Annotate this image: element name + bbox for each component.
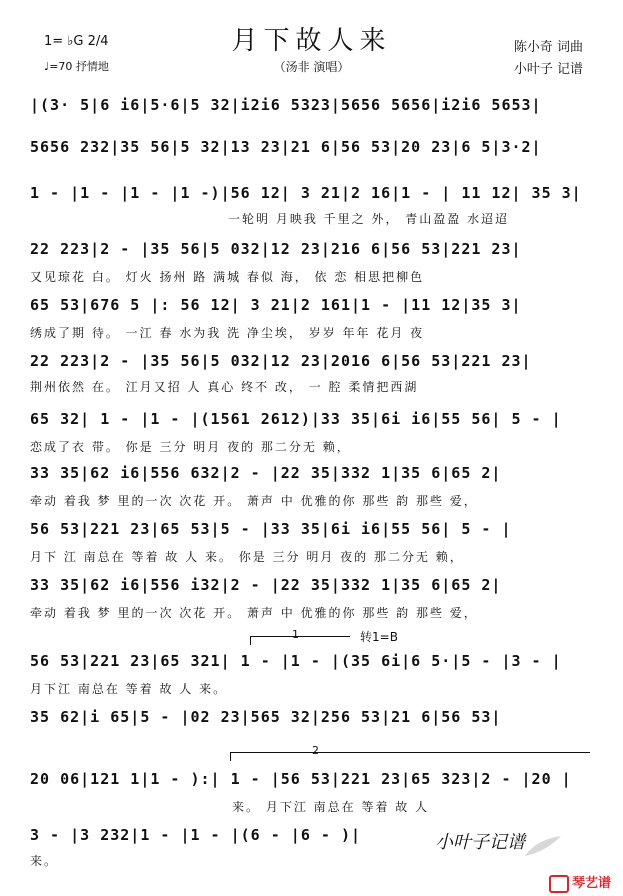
lyricist-credit: 陈小奇 词曲 [513, 40, 583, 55]
lyric-line-14: 来。 [30, 854, 59, 868]
key-change-marking: 转1=B [360, 630, 398, 644]
score-line-9: 56 53|221 23|65 53|5 - |33 35|6i i6|55 56| 5 - | [30, 520, 512, 538]
score-line-5: 65 53|676 5 |: 56 12| 3 21|2 161|1 - |11 12|35 3| [30, 296, 522, 314]
tempo-marking: ♩=70 抒情地 [44, 60, 109, 73]
lyric-line-7: 恋成了衣 带。 你是 三分 明月 夜的 那二分无 赖， [30, 440, 351, 454]
score-line-11: 56 53|221 23|65 321| 1 - |1 - |(35 6i|6 5·|5 - |3 - | [30, 652, 562, 670]
performer-subtitle: （汤非 演唱） [273, 60, 350, 74]
score-line-14: 3 - |3 232|1 - |1 - |(6 - |6 - )| [30, 826, 362, 844]
lyric-line-10: 牵动 着我 梦 里的一次 次花 开。 萧声 中 优雅的你 那些 韵 那些 爱， [30, 606, 478, 620]
lyric-line-6: 荆州依然 在。 江月又招 人 真心 终不 改， 一 腔 柔情把西湖 [30, 380, 419, 394]
volta-2-bracket [230, 752, 590, 753]
score-line-13: 20 06|121 1|1 - ):| 1 - |56 53|221 23|65 323|2 - |20 | [30, 770, 572, 788]
volta-1-label: 1 [292, 628, 299, 641]
volta-2-label: 2 [312, 744, 319, 757]
feather-icon [523, 834, 563, 858]
score-line-2: 5656 232|35 56|5 32|13 23|21 6|56 53|20 23|6 5|3·2| [30, 138, 542, 156]
score-line-10: 33 35|62 i6|556 i32|2 - |22 35|332 1|35 6|65 2| [30, 576, 502, 594]
score-line-3: 1 - |1 - |1 - |1 -)|56 12| 3 21|2 16|1 - | 11 12| 35 3| [30, 184, 582, 202]
lyric-line-4: 又见琼花 白。 灯火 扬州 路 满城 春似 海， 依 恋 相思把柳色 [30, 270, 425, 284]
site-logo [549, 872, 611, 893]
lyric-line-9: 月下 江 南总在 等着 故 人 来。 你是 三分 明月 夜的 那二分无 赖， [30, 550, 464, 564]
song-title: 月下故人来 [231, 26, 392, 56]
score-line-7: 65 32| 1 - |1 - |(1561 2612)|33 35|6i i6|55 56| 5 - | [30, 410, 562, 428]
score-line-1: |(3· 5|6 i6|5·6|5 32|i2i6 5323|5656 5656|i2i6 5653| [30, 96, 542, 114]
lyric-line-13: 来。 月下江 南总在 等着 故 人 [232, 800, 430, 814]
score-line-8: 33 35|62 i6|556 632|2 - |22 35|332 1|35 6|65 2| [30, 464, 502, 482]
score-line-4: 22 223|2 - |35 56|5 032|12 23|216 6|56 53|221 23| [30, 240, 522, 258]
logo-mark-icon [549, 875, 569, 893]
score-line-6: 22 223|2 - |35 56|5 032|12 23|2016 6|56 53|221 23| [30, 352, 532, 370]
score-line-12: 35 62|i 65|5 - |02 23|565 32|256 53|21 6|56 53| [30, 708, 502, 726]
lyric-line-8: 牵动 着我 梦 里的一次 次花 开。 萧声 中 优雅的你 那些 韵 那些 爱， [30, 494, 478, 508]
lyric-line-5: 绣成了期 待。 一江 春 水为我 洗 净尘埃， 岁岁 年年 花月 夜 [30, 326, 425, 340]
key-signature: 1= ♭G 2/4 [44, 34, 109, 49]
logo-text: 琴艺谱 [571, 876, 611, 891]
handwritten-signature: 小叶子记谱 [435, 832, 525, 853]
transcriber-credit: 小叶子 记谱 [513, 62, 583, 77]
volta-1-bracket [250, 636, 350, 637]
lyric-line-11: 月下江 南总在 等着 故 人 来。 [30, 682, 228, 696]
lyric-line-3: 一轮明 月映我 千里之 外， 青山盈盈 水迢迢 [228, 212, 510, 226]
